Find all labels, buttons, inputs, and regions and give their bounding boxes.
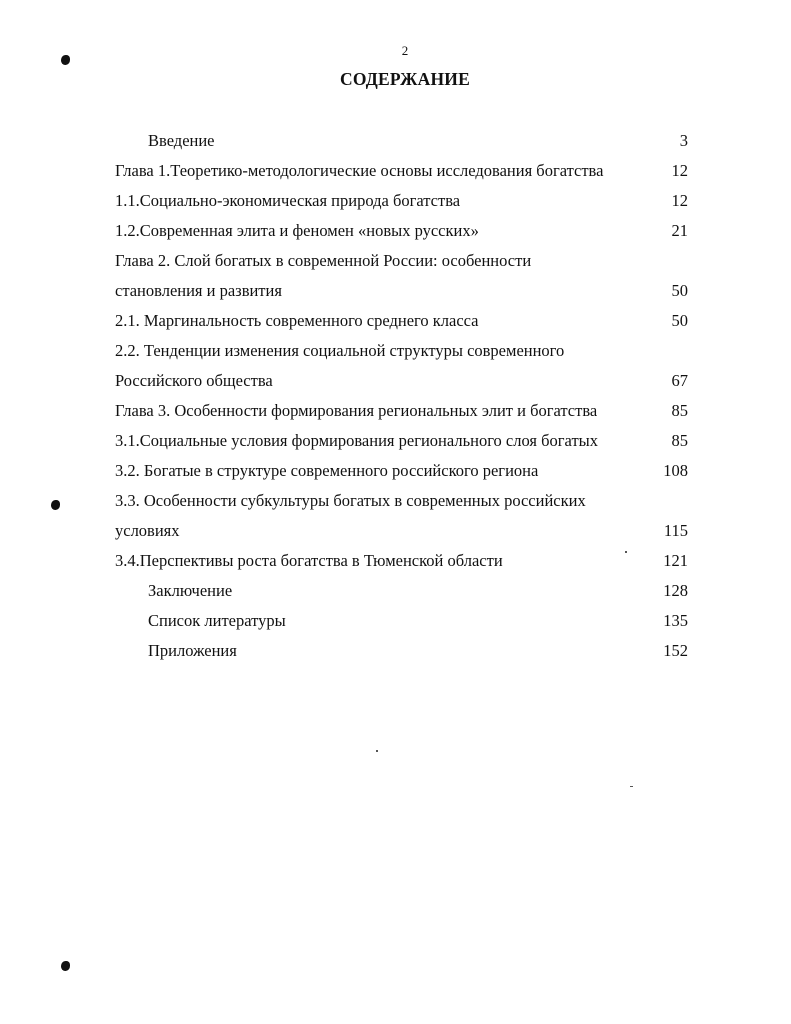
- toc-entry: [0, 306, 791, 336]
- toc-entry-title: 3.1.Социальные условия формирования регионального слоя богатых: [115, 431, 598, 450]
- toc-entry-page: 3: [679, 131, 688, 150]
- toc-entry: [0, 486, 791, 516]
- toc-entry-title: становления и развития: [115, 281, 282, 300]
- toc-entry-page: 67: [671, 371, 688, 390]
- binder-hole-mark: [61, 961, 70, 971]
- toc-entry: [0, 186, 791, 216]
- toc-entry-page: 108: [663, 461, 688, 480]
- toc-entry-title: 3.2. Богатые в структуре современного российского региона: [115, 461, 539, 480]
- toc-entry: [0, 336, 791, 366]
- toc-entry-page: 85: [671, 431, 688, 450]
- page-title: СОДЕРЖАНИЕ: [339, 69, 470, 89]
- toc-entry: [0, 126, 791, 156]
- toc-entry-title: 3.3. Особенности субкультуры богатых в современных российских: [115, 491, 586, 510]
- toc-entry-title: Глава 1.Теоретико-методологические основы исследования богатства: [115, 161, 604, 180]
- toc-entry-page: 85: [671, 401, 688, 420]
- toc-entry: [0, 156, 791, 186]
- toc-entry-title: Заключение: [148, 581, 233, 600]
- toc-entry: [0, 246, 791, 276]
- toc-entry-page: 152: [663, 641, 688, 660]
- binder-hole-mark: [51, 500, 60, 510]
- toc-entry-page: 50: [671, 311, 688, 330]
- toc-entry-title: Введение: [148, 131, 215, 150]
- toc-entry-page: 12: [671, 161, 688, 180]
- toc-entry-title: 2.2. Тенденции изменения социальной структуры современного: [115, 341, 565, 360]
- toc-entry-title: Список литературы: [148, 611, 286, 630]
- toc-entry-page: 50: [671, 281, 688, 300]
- page-number: 2: [401, 43, 409, 58]
- toc-entry-title: 2.1. Маргинальность современного среднего класса: [115, 311, 479, 330]
- toc-entry: [0, 516, 791, 546]
- toc-entry-title: условиях: [115, 521, 180, 540]
- toc-entry: [0, 276, 791, 306]
- toc-entry: [0, 216, 791, 246]
- toc-entry-title: Глава 2. Слой богатых в современной России: особенности: [115, 251, 532, 270]
- scan-speck: [625, 551, 627, 553]
- toc-entry-title: 1.2.Современная элита и феномен «новых русских»: [115, 221, 479, 240]
- toc-entry: [0, 366, 791, 396]
- toc-entry-title: Приложения: [148, 641, 237, 660]
- toc-entry-title: 1.1.Социально-экономическая природа богатства: [115, 191, 461, 210]
- toc-entry-title: Российского общества: [115, 371, 273, 390]
- scan-speck: [630, 786, 633, 787]
- binder-hole-mark: [61, 55, 70, 65]
- toc-entry: [0, 426, 791, 456]
- toc-entry-title: 3.4.Перспективы роста богатства в Тюменской области: [115, 551, 503, 570]
- toc-entry: [0, 636, 791, 666]
- toc-entry-title: Глава 3. Особенности формирования региональных элит и богатства: [115, 401, 598, 420]
- toc-entry-page: 12: [671, 191, 688, 210]
- toc-entry: [0, 546, 791, 576]
- toc-entry-page: 115: [663, 521, 688, 540]
- toc-entry-page: 121: [663, 551, 688, 570]
- toc-entry: [0, 576, 791, 606]
- toc-entry-page: 135: [663, 611, 688, 630]
- toc-entry: [0, 456, 791, 486]
- toc-entry: [0, 396, 791, 426]
- toc-entry-page: 21: [671, 221, 688, 240]
- scan-speck: [376, 750, 378, 752]
- toc-entry-page: 128: [663, 581, 688, 600]
- toc-entry: [0, 606, 791, 636]
